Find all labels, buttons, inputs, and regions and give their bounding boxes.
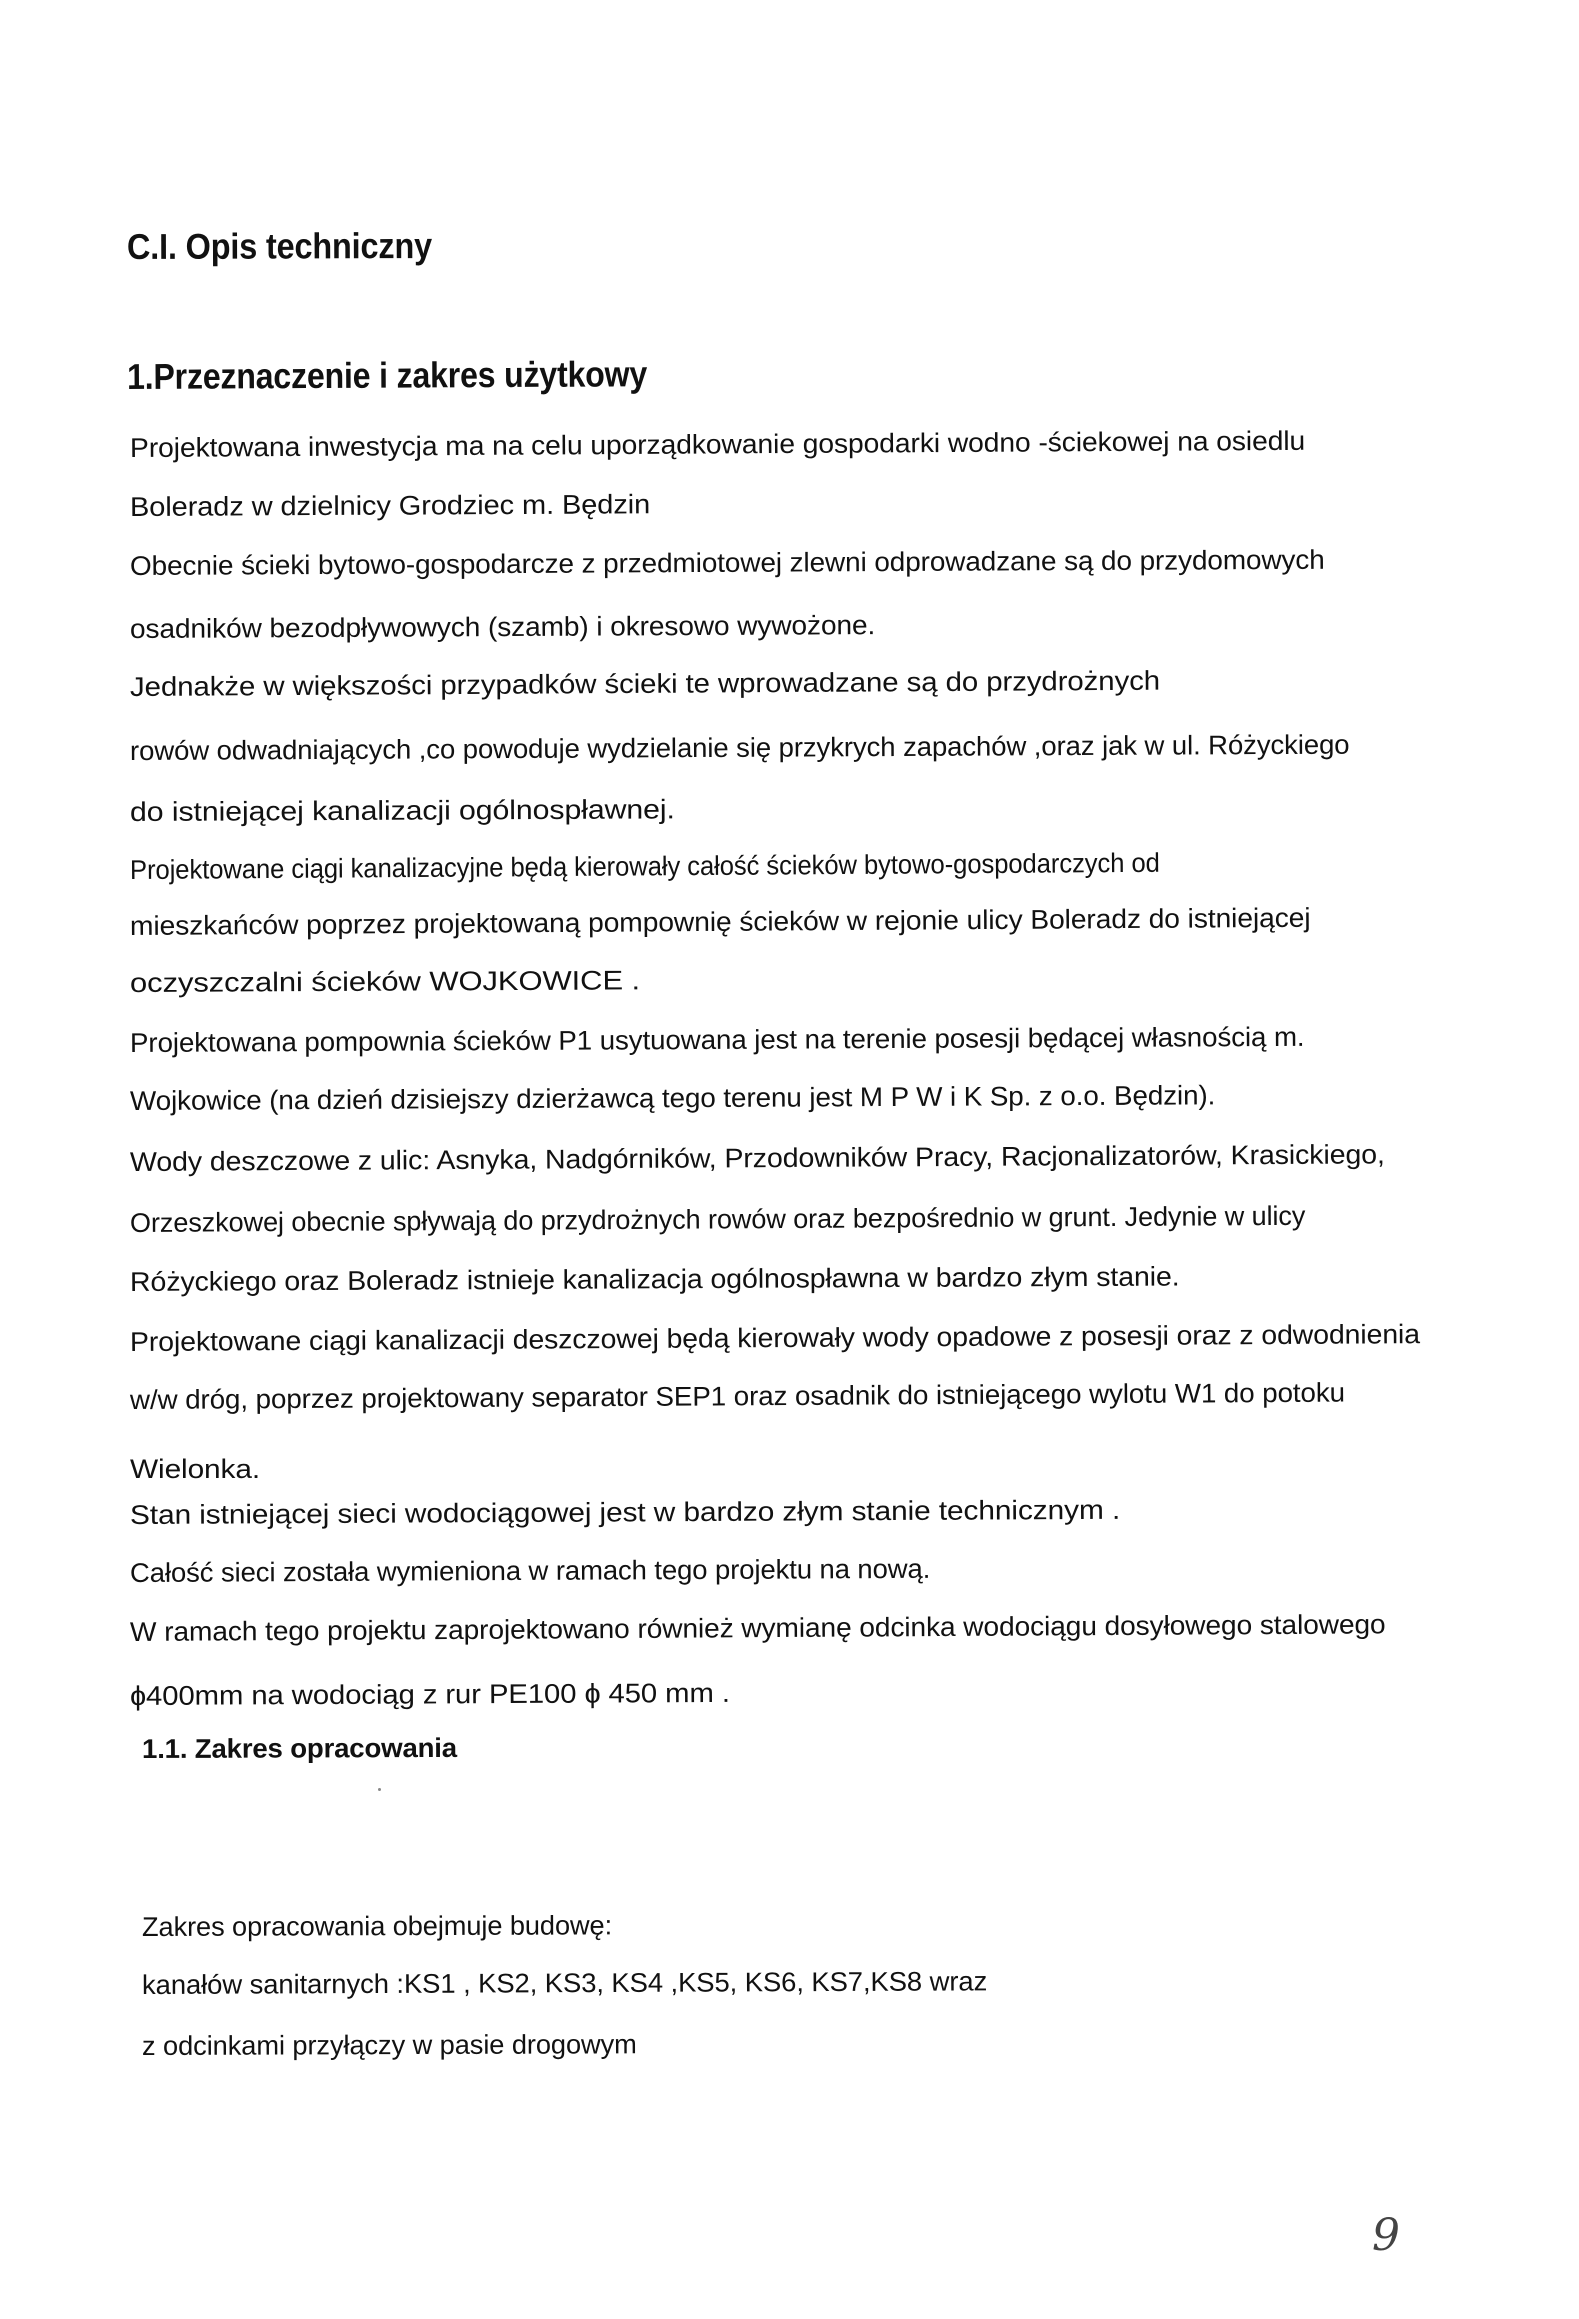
body-text-line: Wielonka. xyxy=(130,1454,261,1484)
body-text-line: oczyszczalni ścieków WOJKOWICE . xyxy=(129,965,641,998)
scan-artifact-dot xyxy=(378,1788,381,1791)
section-heading: 1.Przeznaczenie i zakres użytkowy xyxy=(126,353,648,397)
body-text-line: rowów odwadniających ,co powoduje wydzielanie się przykrych zapachów ,oraz jak w ul. Różyckiego xyxy=(129,729,1350,766)
body-text-line: Wody deszczowe z ulic: Asnyka, Nadgórników, Przodowników Pracy, Racjonalizatorów, Krasickiego, xyxy=(129,1139,1385,1177)
subsection-text-line: z odcinkami przyłączy w pasie drogowym xyxy=(141,2029,637,2061)
body-text-line: Projektowana pompownia ścieków P1 usytuowana jest na terenie posesji będącej własnością m. xyxy=(129,1021,1305,1058)
body-text-line: Jednakże w większości przypadków ścieki te wprowadzane są do przydrożnych xyxy=(129,665,1161,702)
document-title: C.I. Opis techniczny xyxy=(126,224,433,267)
body-text-line: Projektowane ciągi kanalizacji deszczowej będą kierowały wody opadowe z posesji oraz z odwodnienia xyxy=(129,1319,1421,1357)
body-text-line: Boleradz w dzielnicy Grodziec m. Będzin xyxy=(129,489,651,522)
body-text-line: Orzeszkowej obecnie spływają do przydrożnych rowów oraz bezpośrednio w grunt. Jedynie w ulicy xyxy=(129,1200,1306,1238)
body-text-line: w/w dróg, poprzez projektowany separator SEP1 oraz osadnik do istniejącego wylotu W1 do potoku xyxy=(129,1377,1346,1415)
subsection-text-line: kanałów sanitarnych :KS1 , KS2, KS3, KS4 ,KS5, KS6, KS7,KS8 wraz xyxy=(141,1966,988,2000)
body-text-line: Różyckiego oraz Boleradz istnieje kanalizacja ogólnospławna w bardzo złym stanie. xyxy=(129,1261,1180,1297)
body-text-line: do istniejącej kanalizacji ogólnospławnej. xyxy=(129,794,675,827)
body-text-line: osadników bezodpływowych (szamb) i okresowo wywożone. xyxy=(129,610,876,644)
body-text-line: mieszkańców poprzez projektowaną pompownię ścieków w rejonie ulicy Boleradz do istniejącej xyxy=(129,902,1311,941)
body-text-line: Obecnie ścieki bytowo-gospodarcze z przedmiotowej zlewni odprowadzane są do przydomowych xyxy=(129,544,1325,581)
body-text-line: Stan istniejącej sieci wodociągowej jest w bardzo złym stanie technicznym . xyxy=(129,1494,1121,1530)
subsection-text-line: Zakres opracowania obejmuje budowę: xyxy=(141,1910,613,1942)
body-text-line: Projektowana inwestycja ma na celu uporządkowanie gospodarki wodno -ściekowej na osiedlu xyxy=(129,425,1306,463)
body-text-line: ɸ400mm na wodociąg z rur PE100 ɸ 450 mm . xyxy=(129,1677,730,1711)
body-text-line: Projektowane ciągi kanalizacyjne będą kierowały całość ścieków bytowo-gospodarczych od xyxy=(129,847,1160,885)
body-text-line: W ramach tego projektu zaprojektowano również wymianę odcinka wodociągu dosyłowego stalowego xyxy=(129,1609,1386,1647)
page-number: 9 xyxy=(1372,2210,1400,2261)
subsection-heading: 1.1. Zakres opracowania xyxy=(141,1732,457,1764)
body-text-line: Wojkowice (na dzień dzisiejszy dzierżawcą tego terenu jest M P W i K Sp. z o.o. Będzin). xyxy=(129,1080,1216,1116)
body-text-line: Całość sieci została wymieniona w ramach tego projektu na nową. xyxy=(129,1553,931,1588)
